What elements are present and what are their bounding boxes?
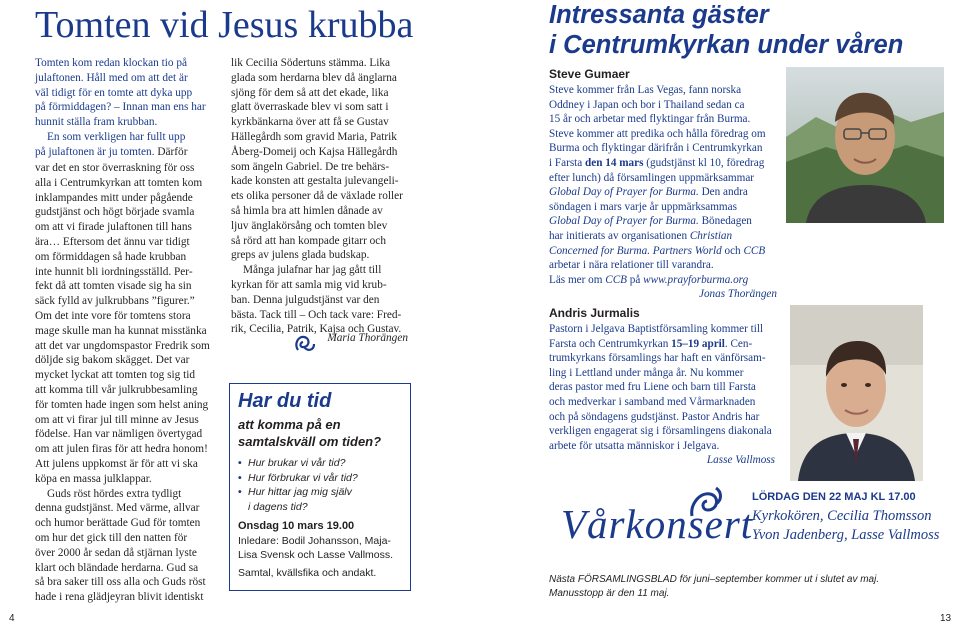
text-line: ling i Lettland under många år. Nu kommer bbox=[549, 366, 744, 379]
body-line: och humor berättade Gud för tomten bbox=[35, 517, 201, 530]
leaders-line: Lisa Svensk och Lasse Vallmoss. bbox=[238, 549, 394, 561]
intro-line: hunnit ställa fram krubban. bbox=[35, 116, 158, 129]
date-pre: i Farsta bbox=[549, 156, 583, 169]
ccb-mid: och bbox=[724, 244, 741, 257]
steve-name: Steve Gumaer bbox=[549, 67, 630, 81]
leaders-line: Inledare: Bodil Johansson, Maja- bbox=[238, 535, 391, 547]
text-line: trumkyrkans församlings har haft en vänförsam- bbox=[549, 352, 766, 365]
steve-article bbox=[549, 67, 777, 302]
read-url[interactable]: www.prayforburma.org bbox=[643, 273, 749, 286]
date-bold: 15–19 april bbox=[671, 337, 725, 350]
intro-line bbox=[35, 145, 213, 160]
gdop-tail: Bönedagen bbox=[701, 215, 752, 228]
title-line: Intressanta gäster bbox=[549, 1, 769, 29]
body-first-word: Därför bbox=[157, 145, 188, 158]
read-pre: Läs mer om bbox=[549, 273, 603, 286]
text-line: och medverkar i samband med Vårmarknaden bbox=[549, 395, 756, 408]
text-line: Oddney i Japan och bor i Thailand sedan ca bbox=[549, 98, 745, 111]
text-line bbox=[549, 214, 777, 229]
body-line: ets olika personer då de växlade roller bbox=[231, 190, 403, 203]
body-line: denna gudstjänst. Med värme, allvar bbox=[35, 502, 200, 515]
text-line bbox=[549, 229, 777, 244]
body-line: Åberg-Domeij och Kajsa Hällegårdh bbox=[231, 145, 398, 158]
body-line: inte hunnit bli iordningsställd. Per- bbox=[35, 265, 193, 278]
gdop-title: Global Day of Prayer for Burma. bbox=[549, 215, 699, 228]
body-line: gudstjänst och högt började svamla bbox=[35, 206, 195, 219]
ccb-name: Concerned for Burma. Partners World bbox=[549, 244, 722, 257]
body-line: mycket lyckat att tomten tog sig tid bbox=[35, 369, 196, 382]
body-line: så himla bra att himlen dånade av bbox=[231, 204, 383, 217]
body-line: att komma till vår julkrubbesamling bbox=[35, 383, 198, 396]
body-line: hade i rena glädjeyran blivit identiskt bbox=[35, 591, 204, 604]
steve-signature: Jonas Thorängen bbox=[698, 288, 777, 301]
event-footer: Samtal, kvällsfika och andakt. bbox=[238, 567, 377, 579]
body-line: om att julen firas för att hedra honom! bbox=[35, 443, 208, 456]
body-line: mage skulle man ha kunnat misstänka bbox=[35, 324, 207, 337]
body-line: döljde sig bakom skägget. Det var bbox=[35, 354, 190, 367]
body-line: alla i Centrumkyrkan att tomten kom bbox=[35, 176, 203, 189]
date-post: (gudstjänst kl 10, föredrag bbox=[646, 156, 765, 169]
body-line: inklampandes mitt under pågående bbox=[35, 191, 193, 204]
text-line: Burma och flyktingar därifrån i Centrumkyrkan bbox=[549, 142, 763, 155]
body-line: födelse. Han var nämligen övertygad bbox=[35, 428, 203, 441]
body-line: som ängeln Gabriel. De tre behärs- bbox=[231, 160, 390, 173]
page-number-right: 13 bbox=[940, 613, 952, 624]
andris-photo bbox=[790, 305, 923, 481]
steve-text bbox=[549, 83, 777, 302]
event-box-subtitle bbox=[238, 416, 402, 450]
intro-line: julaftonen. Håll med om att det är bbox=[35, 71, 188, 84]
body-line: över 2000 år sedan då stjärnan lyste bbox=[35, 546, 197, 559]
body-line: bästa. Tack till – Och tack vare: Fred- bbox=[231, 308, 402, 321]
body-line: glada som herdarna blev då änglarna bbox=[231, 71, 397, 84]
text-line: 15 år och arbetar med flyktingar från Burma. bbox=[549, 113, 751, 126]
event-box bbox=[229, 383, 411, 591]
text-line: verkligen engagerat sig i församlingens diakonala bbox=[549, 425, 772, 438]
text-line bbox=[549, 273, 777, 288]
next-issue-notice bbox=[549, 573, 909, 601]
right-page-title bbox=[549, 0, 903, 60]
body-line: kyrkan för att samla mig vid krub- bbox=[231, 278, 387, 291]
text-line bbox=[549, 337, 775, 352]
body-line: klart och bländade herdarna. Gud sa bbox=[35, 561, 199, 574]
body-line: Att julens uppkomst är för att vi ska bbox=[35, 457, 198, 470]
body-line: lik Cecilia Södertuns stämma. Lika bbox=[231, 57, 391, 69]
concert-title: Vårkonsert bbox=[561, 501, 754, 547]
body-line: om att vi firar jul till minne av Jesus bbox=[35, 413, 199, 426]
article-signature: Maria Thorängen bbox=[327, 332, 408, 344]
intro-line: väl tidigt för en tomte att dyka upp bbox=[35, 86, 193, 99]
date-bold: den 14 mars bbox=[585, 156, 644, 169]
body-line: ära… Eftersom det ännu var tidigt bbox=[35, 235, 190, 248]
page-number-left: 4 bbox=[9, 613, 15, 624]
body-line: säck fylld av julkrubbans ”figurer.” bbox=[35, 295, 195, 308]
question-item bbox=[238, 485, 402, 514]
concert-performers: Kyrkokören, Cecilia Thomsson bbox=[752, 508, 932, 524]
andris-article bbox=[549, 306, 775, 468]
body-line: så bra saker till oss alla och Guds röst bbox=[35, 576, 206, 589]
text-line: söndagen i mars varje år uppmärksammas bbox=[549, 200, 737, 213]
intro-line-text: på julaftonen är ju tomten. bbox=[35, 145, 155, 158]
body-line: ljuv änglakörsång och tomten blev bbox=[231, 219, 388, 232]
read-mid: på bbox=[629, 273, 641, 286]
body-line: sjöng för dem så att det ekade, lika bbox=[231, 86, 389, 99]
text-line: Pastorn i Jelgava Baptistförsamling kommer till bbox=[549, 323, 764, 335]
body-line: greps av julens glada budskap. bbox=[231, 249, 370, 262]
ccb-abbr: CCB bbox=[743, 244, 766, 257]
notice-line: Nästa FÖRSAMLINGSBLAD för juni–september kommer ut i slutet av maj. bbox=[549, 574, 880, 585]
body-line: glatt överraskade blev vi som satt i bbox=[231, 101, 389, 114]
text-line: Steve kommer från Las Vegas, fann norska bbox=[549, 84, 742, 96]
question-list bbox=[238, 456, 402, 514]
concert-date: LÖRDAG DEN 22 MAJ KL 17.00 bbox=[752, 491, 916, 503]
date-pre: Farsta och Centrumkyrkan bbox=[549, 337, 669, 350]
text-line: efter lunch) då församlingen uppmärksammar bbox=[549, 171, 755, 184]
title-line: i Centrumkyrkan under våren bbox=[549, 31, 904, 59]
body-line: att det var ungdomspastor Fredrik som bbox=[35, 339, 210, 352]
notice-line: Manusstopp är den 11 maj. bbox=[549, 588, 670, 599]
text-line bbox=[549, 185, 777, 200]
date-post: . Cen- bbox=[724, 337, 753, 350]
andris-signature: Lasse Vallmoss bbox=[706, 454, 775, 467]
body-line: om förmiddagen så hade krubban bbox=[35, 250, 187, 263]
body-line: för tomten hade ingen som helst aning bbox=[35, 398, 209, 411]
intro-line: Tomten kom redan klockan tio på bbox=[35, 57, 187, 69]
text-line: arbete för utsatta människor i Jelgava. bbox=[549, 439, 720, 452]
intro-line: på förmiddagen? – Innan man ens har bbox=[35, 101, 206, 114]
text-line: Steve kommer att predika och hålla föredrag om bbox=[549, 127, 766, 140]
text-line: arbetar i nära relationer till varandra. bbox=[549, 259, 714, 272]
steve-photo bbox=[786, 67, 944, 223]
intro-line: En som verkligen har fullt upp bbox=[47, 130, 186, 143]
event-box-title: Har du tid bbox=[238, 390, 332, 412]
body-line: om hur det gick till den natten för bbox=[35, 531, 188, 544]
subtitle-line: att komma på en bbox=[238, 417, 341, 432]
text-line bbox=[549, 156, 777, 171]
body-line: köpa en massa julklappar. bbox=[35, 472, 152, 485]
ccb-name: Christian bbox=[689, 229, 733, 242]
body-line: fekt då att tomten visade sig ha sin bbox=[35, 280, 192, 293]
body-line: kyrkbänkarna över att få se Gustav bbox=[231, 116, 389, 129]
article-intro bbox=[35, 56, 213, 160]
article-body-col-1 bbox=[35, 161, 213, 605]
question-line: Hur hittar jag mig själv bbox=[248, 486, 352, 498]
event-leaders bbox=[238, 534, 402, 562]
text-line bbox=[549, 244, 777, 259]
article-body-col-2 bbox=[231, 56, 409, 337]
body-line: rik, Cecilia, Patrik, Kajsa och Gustav. bbox=[231, 323, 402, 336]
subtitle-line: samtalskväll om tiden? bbox=[238, 434, 382, 449]
gdop-tail: Den andra bbox=[701, 186, 748, 199]
question-item: • Hur brukar vi vår tid? bbox=[238, 456, 402, 471]
andris-name: Andris Jurmalis bbox=[549, 306, 640, 320]
body-line: Om det inte vore för tomtens stora bbox=[35, 309, 191, 322]
body-line: kade konsten att gestalta julevangeli- bbox=[231, 175, 399, 188]
body-line: Många julafnar har jag gått till bbox=[243, 264, 382, 277]
event-date: Onsdag 10 mars 19.00 bbox=[238, 520, 355, 532]
body-line: ban. Denna julgudstjänst var den bbox=[231, 293, 380, 306]
andris-text bbox=[549, 322, 775, 468]
read-ccb: CCB bbox=[605, 273, 627, 286]
body-line: Guds röst hördes extra tydligt bbox=[47, 487, 182, 500]
body-line: så rörd att han kompade gitarr och bbox=[231, 234, 386, 247]
question-item: • Hur förbrukar vi vår tid? bbox=[238, 471, 402, 486]
initiated-text: har initierats av organisationen bbox=[549, 229, 688, 242]
question-line: i dagens tid? bbox=[248, 500, 308, 513]
text-line: deras pastor med fru Liene och barn till Farsta bbox=[549, 381, 756, 394]
body-line: om att vi firade julaftonen till hans bbox=[35, 221, 192, 234]
text-line: och på söndagens gudstjänst. Pastor Andris har bbox=[549, 410, 760, 423]
article-title: Tomten vid Jesus krubba bbox=[35, 4, 414, 46]
body-line: Hällegårdh som gravid Maria, Patrik bbox=[231, 130, 397, 143]
gdop-title: Global Day of Prayer for Burma. bbox=[549, 186, 699, 199]
concert-performers: Yvon Jadenberg, Lasse Vallmoss bbox=[752, 527, 940, 543]
body-line: var det en stor överraskning för oss bbox=[35, 162, 195, 174]
